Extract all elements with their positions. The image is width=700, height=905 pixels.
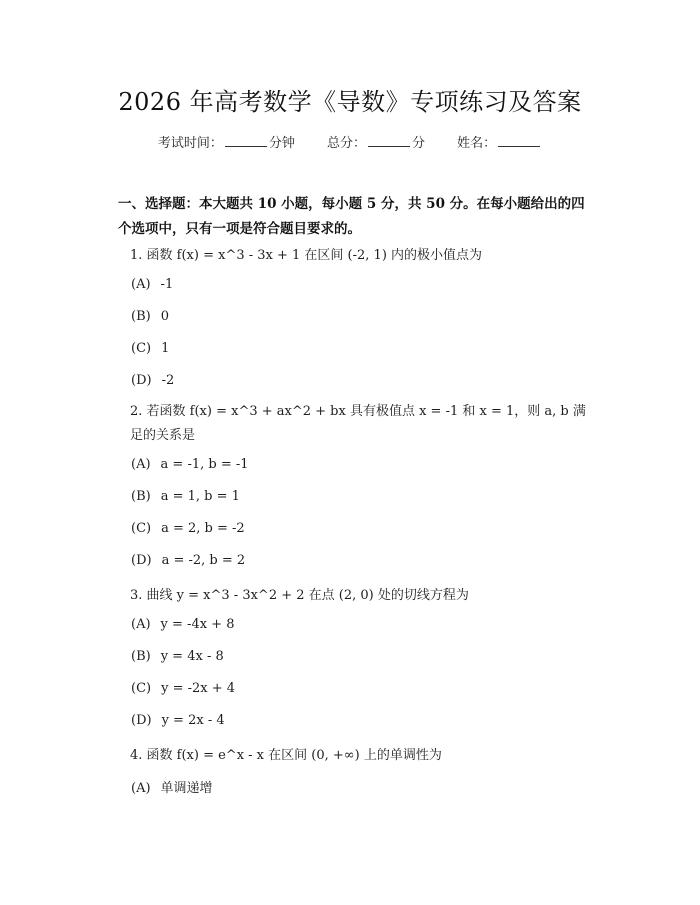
option-label: (B) — [131, 489, 151, 504]
exam-time-unit: 分钟 — [268, 136, 295, 151]
option-text: a = -2, b = 2 — [161, 553, 246, 568]
option-label: (D) — [131, 713, 152, 728]
question-3-stem: 3. 曲线 y = x^3 - 3x^2 + 2 在点 (2, 0) 处的切线方程为 — [130, 588, 469, 603]
option-text: a = 2, b = -2 — [161, 521, 245, 536]
option-text: a = 1, b = 1 — [160, 489, 240, 504]
option-text: -2 — [161, 373, 175, 388]
total-score-blank — [368, 134, 410, 147]
option-text: 0 — [160, 309, 169, 324]
option-label: (A) — [131, 277, 151, 292]
question-1-option-a — [131, 277, 173, 292]
exam-time-label: 考试时间： — [157, 136, 223, 151]
question-3-option-b — [131, 649, 224, 664]
question-4-option-a — [131, 777, 213, 796]
question-1-option-c — [131, 341, 169, 356]
option-text: y = -4x + 8 — [160, 617, 235, 632]
total-score-unit: 分 — [412, 136, 426, 151]
option-label: (A) — [131, 781, 151, 796]
option-label: (D) — [131, 373, 152, 388]
question-3-option-a — [131, 617, 234, 632]
exam-meta-line — [0, 132, 700, 151]
option-label: (C) — [131, 341, 152, 356]
section-heading: 一、选择题：本大题共 10 小题，每小题 5 分，共 50 分。在每小题给出的四个选项中，只有一项是符合题目要求的。 — [118, 196, 585, 237]
option-text: y = 2x - 4 — [161, 713, 225, 728]
option-text: y = 4x - 8 — [160, 649, 224, 664]
question-4-stem: 4. 函数 f(x) = e^x - x 在区间 (0, +∞) 上的单调性为 — [130, 748, 442, 763]
option-label: (A) — [131, 457, 151, 472]
option-text: 1 — [161, 341, 170, 356]
student-name-blank — [498, 134, 540, 147]
question-1-option-b — [131, 309, 169, 324]
option-label: (C) — [131, 521, 152, 536]
option-text: y = -2x + 4 — [161, 681, 236, 696]
question-2-option-d — [131, 553, 245, 568]
option-label: (A) — [131, 617, 151, 632]
option-label: (B) — [131, 309, 151, 324]
question-2-option-c — [131, 521, 245, 536]
option-text: -1 — [160, 277, 174, 292]
question-1-option-d — [131, 373, 174, 388]
student-name-label: 姓名： — [457, 136, 497, 151]
question-3-option-d — [131, 713, 225, 728]
total-score-label: 总分： — [326, 136, 366, 151]
student-name-field — [457, 132, 542, 151]
option-text: 单调递增 — [160, 781, 213, 796]
option-label: (B) — [131, 649, 151, 664]
document-title: 2026 年高考数学《导数》专项练习及答案 — [118, 88, 582, 116]
question-2-stem: 2. 若函数 f(x) = x^3 + ax^2 + bx 具有极值点 x = -1 和 x = 1，则 a, b 满足的关系是 — [130, 404, 586, 443]
question-3-option-c — [131, 681, 235, 696]
question-1-stem: 1. 函数 f(x) = x^3 - 3x + 1 在区间 (-2, 1) 内的极小值点为 — [130, 248, 483, 263]
option-label: (C) — [131, 681, 152, 696]
option-text: a = -1, b = -1 — [160, 457, 249, 472]
exam-time-field — [158, 132, 295, 151]
question-2-option-b — [131, 489, 240, 504]
total-score-field — [327, 132, 425, 151]
option-label: (D) — [131, 553, 152, 568]
question-2-option-a — [131, 457, 249, 472]
exam-time-blank — [225, 134, 267, 147]
